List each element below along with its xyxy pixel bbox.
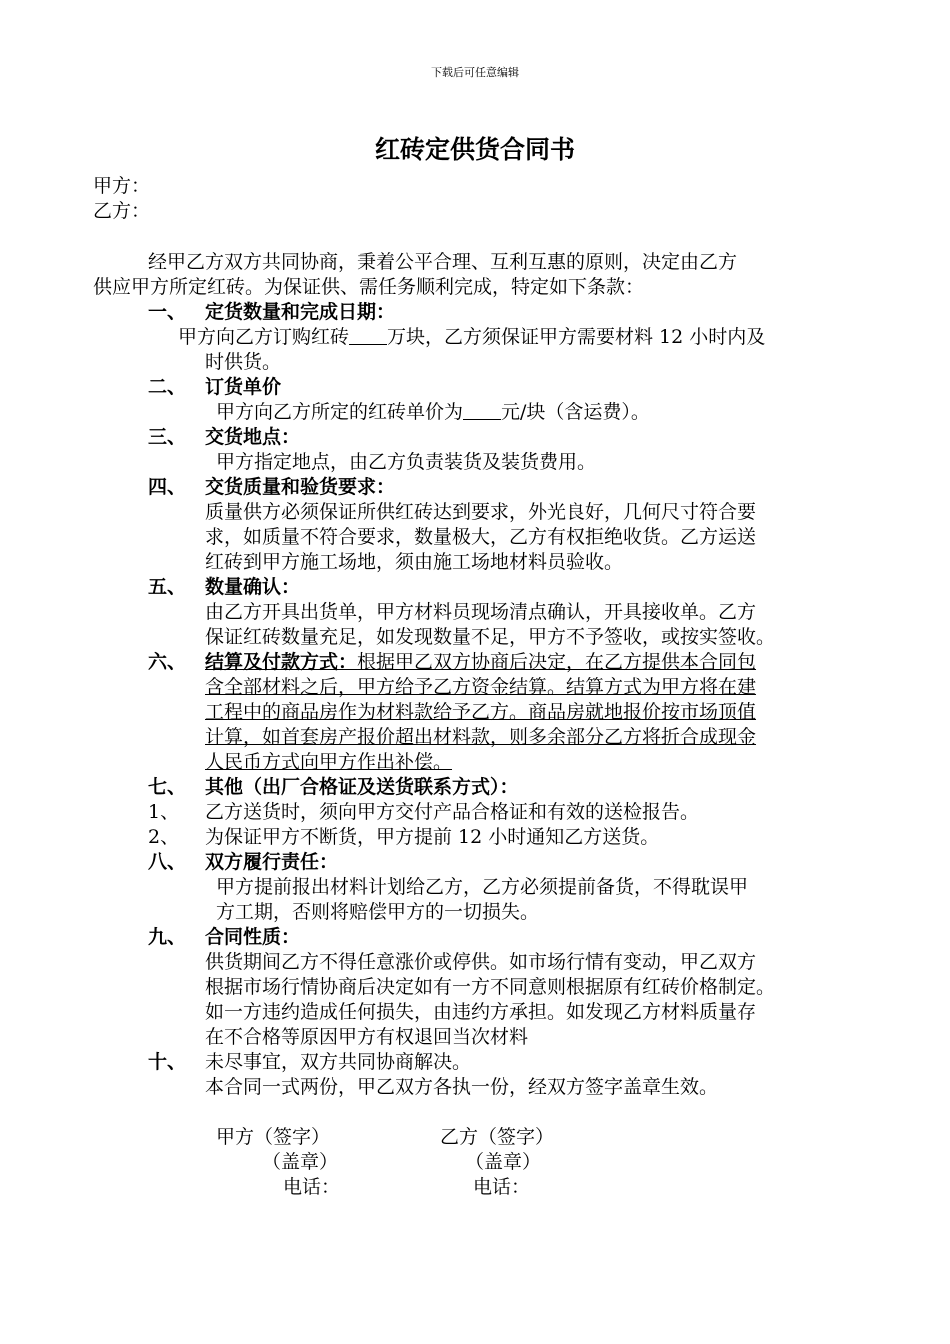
section-7-number: 七、 <box>148 776 187 798</box>
intro-line-1: 经甲乙方双方共同协商，秉着公平合理、互利互惠的原则，决定由乙方 <box>148 251 738 273</box>
party-b-label: 乙方： <box>93 200 151 222</box>
section-5-number: 五、 <box>148 576 187 598</box>
section-5-line-1: 由乙方开具出货单，甲方材料员现场清点确认，开具接收单。乙方 <box>205 601 757 623</box>
section-9-line-2: 根据市场行情协商后决定如有一方不同意则根据原有红砖价格制定。 <box>205 976 776 998</box>
section-3-number: 三、 <box>148 426 187 448</box>
section-6-first-text: 根据甲乙双方协商后决定，在乙方提供本合同包 <box>357 651 757 673</box>
section-2-text-a: 甲方向乙方所定的红砖单价为 <box>216 401 464 423</box>
section-9-line-3: 如一方违约造成任何损失，由违约方承担。如发现乙方材料质量存 <box>205 1001 757 1023</box>
section-7-item-1-number: 1、 <box>148 801 180 823</box>
party-a-seal-label: （盖章） <box>262 1151 339 1173</box>
party-a-label: 甲方： <box>93 175 151 197</box>
section-7-heading: 其他（出厂合格证及送货联系方式）： <box>205 776 519 798</box>
section-3-heading: 交货地点： <box>205 426 301 448</box>
section-2-heading: 订货单价 <box>205 376 282 398</box>
section-7-item-2-text: 为保证甲方不断货，甲方提前 12 小时通知乙方送货。 <box>205 826 660 848</box>
section-5-line-2: 保证红砖数量充足，如发现数量不足，甲方不予签收，或按实签收。 <box>205 626 776 648</box>
section-6-line-4: 计算，如首套房产报价超出材料款，则多余部分乙方将折合成现金 <box>205 726 757 748</box>
contract-title: 红砖定供货合同书 <box>374 135 575 164</box>
section-3-line-1: 甲方指定地点，由乙方负责装货及装货费用。 <box>216 451 597 473</box>
quantity-blank <box>349 326 387 345</box>
party-b-seal-label: （盖章） <box>465 1151 542 1173</box>
section-4-number: 四、 <box>148 476 187 498</box>
section-7-item-2-number: 2、 <box>148 826 180 848</box>
party-b-phone-label: 电话： <box>473 1176 531 1198</box>
section-8-line-2: 方工期，否则将赔偿甲方的一切损失。 <box>216 901 540 923</box>
party-a-signature-label: 甲方（签字） <box>216 1126 331 1148</box>
section-8-number: 八、 <box>148 851 187 873</box>
section-2-line-1 <box>216 400 650 425</box>
section-10-number: 十、 <box>148 1051 187 1073</box>
party-b-signature-label: 乙方（签字） <box>440 1126 555 1148</box>
section-1-text-a: 甲方向乙方订购红砖 <box>178 326 350 348</box>
section-10-text: 未尽事宜，双方共同协商解决。 <box>205 1051 472 1073</box>
section-6-line-1 <box>205 650 756 675</box>
section-6-line-5: 人民币方式向甲方作出补偿。 <box>205 751 453 773</box>
section-9-line-1: 供货期间乙方不得任意涨价或停供。如市场行情有变动，甲乙双方 <box>205 951 757 973</box>
party-a-phone-label: 电话： <box>283 1176 341 1198</box>
section-1-line-2: 时供货。 <box>205 351 282 373</box>
section-10-line-2: 本合同一式两份，甲乙双方各执一份，经双方签字盖章生效。 <box>205 1076 719 1098</box>
section-4-heading: 交货质量和验货要求： <box>205 476 396 498</box>
section-8-line-1: 甲方提前报出材料计划给乙方，乙方必须提前备货，不得耽误甲 <box>216 876 749 898</box>
section-9-number: 九、 <box>148 926 187 948</box>
section-2-number: 二、 <box>148 376 187 398</box>
section-9-line-4: 在不合格等原因甲方有权退回当次材料 <box>205 1026 529 1048</box>
section-6-line-3: 工程中的商品房作为材料款给予乙方。商品房就地报价按市场顶值 <box>205 701 757 723</box>
section-1-heading: 定货数量和完成日期： <box>205 301 396 323</box>
section-6-heading: 结算及付款方式： <box>205 651 358 673</box>
section-5-heading: 数量确认： <box>205 576 301 598</box>
section-7-item-1-text: 乙方送货时，须向甲方交付产品合格证和有效的送检报告。 <box>205 801 700 823</box>
section-1-text-b: 万块，乙方须保证甲方需要材料 12 小时内及 <box>387 326 766 348</box>
section-2-text-b: 元/块（含运费）。 <box>501 401 650 423</box>
section-8-heading: 双方履行责任： <box>205 851 339 873</box>
section-6-line-2: 含全部材料之后，甲方给予乙方资金结算。结算方式为甲方将在建 <box>205 676 757 698</box>
section-4-line-1: 质量供方必须保证所供红砖达到要求，外光良好，几何尺寸符合要 <box>205 501 757 523</box>
section-1-number: 一、 <box>148 301 187 323</box>
section-4-line-3: 红砖到甲方施工场地，须由施工场地材料员验收。 <box>205 551 624 573</box>
intro-line-2: 供应甲方所定红砖。为保证供、需任务顺利完成，特定如下条款： <box>93 276 645 298</box>
section-9-heading: 合同性质： <box>205 926 301 948</box>
price-blank <box>463 401 501 420</box>
section-6-number: 六、 <box>148 651 187 673</box>
page-header-note: 下载后可任意编辑 <box>431 66 519 79</box>
section-4-line-2: 求，如质量不符合要求，数量极大，乙方有权拒绝收货。乙方运送 <box>205 526 757 548</box>
section-1-line-1 <box>178 325 765 350</box>
